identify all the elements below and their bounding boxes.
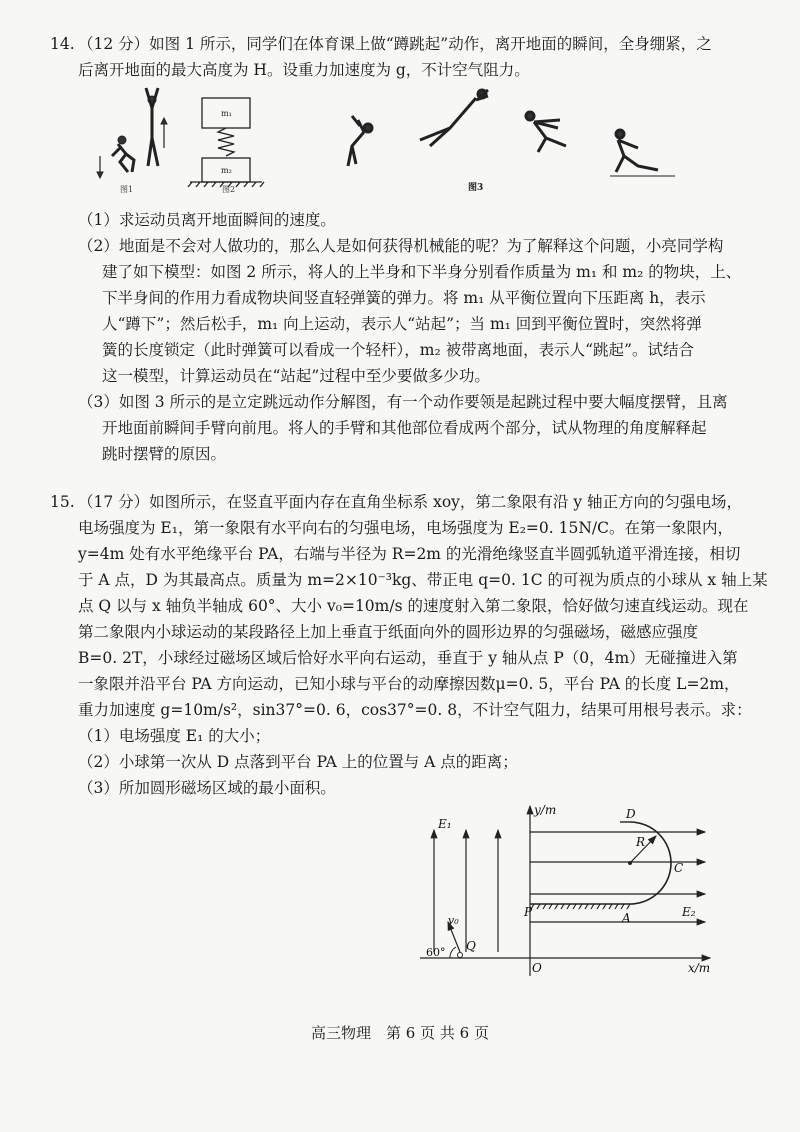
fig1-label: 图1: [120, 185, 134, 194]
page-footer: 高三物理 第 6 页 共 6 页: [311, 1024, 489, 1042]
fig3-label: 图3: [468, 183, 484, 193]
diagram-E2-label: E₂: [682, 905, 696, 919]
q15-part3: （3）所加圆形磁场区域的最小面积。: [78, 779, 336, 797]
diagram-x-axis-label: x/m: [688, 961, 711, 975]
q15-stem-line: （17 分）如图所示，在竖直平面内存在直角坐标系 xoy，第二象限有沿 y 轴正方向的匀强电场，: [78, 493, 743, 511]
q15-stem-line: 点 Q 以与 x 轴负半轴成 60°、大小 v₀=10m/s 的速度射入第二象限，恰好做匀速直线运动。现在: [78, 597, 749, 615]
q14-stem-line: （12 分）如图 1 所示，同学们在体育课上做“蹲跳起”动作，离开地面的瞬间，全身绷紧，之: [78, 35, 712, 53]
diagram-angle-label: 60°: [426, 946, 446, 959]
q15-stem-line: 电场强度为 E₁，第一象限有水平向右的匀强电场，电场强度为 E₂=0. 15N/C。在第一象限内，: [78, 519, 733, 537]
fig2-m1-label: m₁: [221, 109, 232, 118]
q14-part2-line: 下半身间的作用力看成物块间竖直轻弹簧的弹力。将 m₁ 从平衡位置向下压距离 h，表示: [102, 289, 706, 307]
fig3-long-jump-drawing: [348, 90, 675, 176]
diagram-R-label: R: [636, 835, 646, 849]
diagram-origin-label: O: [532, 961, 542, 975]
q14-part2-line: （2）地面是不会对人做功的，那么人是如何获得机械能的呢？为了解释这个问题，小亮同学构: [78, 237, 724, 255]
fig2-m2-label: m₂: [221, 166, 232, 175]
q15-part2: （2）小球第一次从 D 点落到平台 PA 上的位置与 A 点的距离；: [78, 753, 518, 771]
q14-part2-line: 人“蹲下”；然后松手，m₁ 向上运动，表示人“站起”；当 m₁ 回到平衡位置时，突然将弹: [102, 315, 702, 333]
q15-stem-line: y=4m 处有水平绝缘平台 PA，右端与半径为 R=2m 的光滑绝缘竖直半圆弧轨道平滑连接，相切: [78, 545, 741, 563]
q14-part3-line: （3）如图 3 所示的是立定跳远动作分解图，有一个动作要领是起跳过程中要大幅度摆臂，且离: [78, 393, 728, 411]
diagram-P-label: P: [524, 905, 533, 919]
q14-part2-line: 簧的长度锁定（此时弹簧可以看成一个轻杆），m₂ 被带离地面，表示人“跳起”。试结合: [102, 341, 694, 359]
q14-stem-line: 后离开地面的最大高度为 H。设重力加速度为 g，不计空气阻力。: [78, 61, 530, 79]
fig1-athletes-drawing: [97, 88, 167, 178]
q14-part2-line: 这一模型，计算运动员在“站起”过程中至少要做多少功。: [102, 367, 490, 385]
q14-part2-line: 建了如下模型：如图 2 所示，将人的上半身和下半身分别看作质量为 m₁ 和 m₂ 的物块，上、: [102, 263, 742, 281]
q14-figures: [90, 86, 690, 198]
q15-stem-line: 于 A 点，D 为其最高点。质量为 m=2×10⁻³kg、带正电 q=0. 1C 的可视为质点的小球从 x 轴上某: [78, 571, 768, 589]
diagram-Q-label: Q: [466, 939, 476, 953]
q14-part3-line: 开地面前瞬间手臂向前甩。将人的手臂和其他部位看成两个部分，试从物理的角度解释起: [102, 419, 707, 437]
diagram-E1-label: E₁: [438, 817, 452, 831]
diagram-A-label: A: [622, 911, 631, 925]
fig2-label: 图2: [222, 185, 236, 194]
q15-stem-line: 重力加速度 g=10m/s²，sin37°=0. 6，cos37°=0. 8，不计空气阻力，结果可用根号表示。求：: [78, 701, 752, 719]
q15-stem-line: B=0. 2T，小球经过磁场区域后恰好水平向右运动，垂直于 y 轴从点 P（0，4m）无碰撞进入第: [78, 649, 738, 667]
q15-number: 15.: [50, 493, 75, 511]
q14-part3-line: 跳时摆臂的原因。: [102, 445, 227, 463]
q14-part1: （1）求运动员离开地面瞬间的速度。: [78, 211, 336, 229]
diagram-y-axis-label: y/m: [534, 803, 557, 817]
diagram-C-label: C: [674, 861, 684, 875]
q15-part1: （1）电场强度 E₁ 的大小；: [78, 727, 271, 745]
diagram-D-label: D: [626, 807, 636, 821]
q15-stem-line: 一象限并沿平台 PA 方向运动，已知小球与平台的动摩擦因数μ=0. 5，平台 PA 的长度 L=2m，: [78, 675, 740, 693]
diagram-v0-label: v₀: [448, 914, 459, 927]
q15-field-diagram: [420, 800, 720, 980]
q15-stem-line: 第二象限内小球运动的某段路径上加上垂直于纸面向外的圆形边界的匀强磁场，磁感应强度: [78, 623, 699, 641]
q14-number: 14.: [50, 35, 75, 53]
